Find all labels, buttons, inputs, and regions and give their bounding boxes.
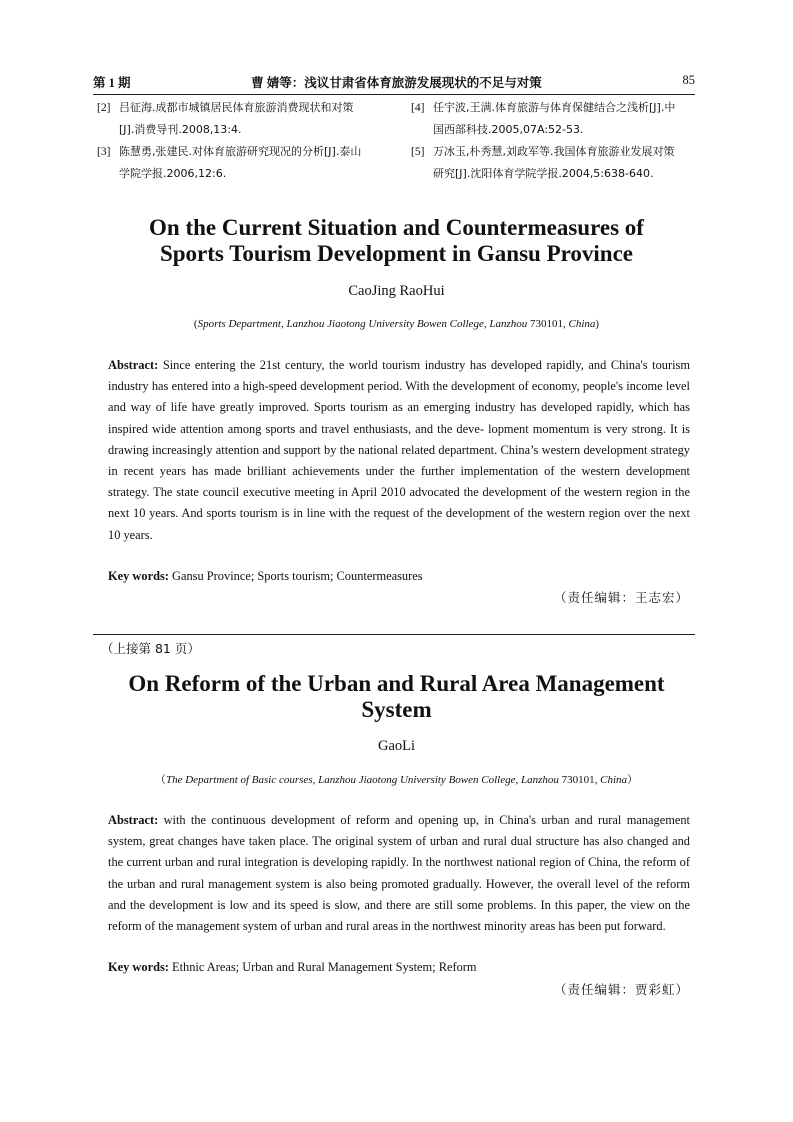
reference-number: [5]: [411, 146, 425, 158]
article-affiliation: (Sports Department, Lanzhou Jiaotong University Bowen College, Lanzhou 730101, China): [193, 318, 600, 330]
reference-continuation: 研究[J].沈阳体育学院学报.2004,5:638-640.: [433, 167, 654, 180]
running-header-title: 曹 婧等：浅议甘肃省体育旅游发展现状的不足与对策: [251, 76, 542, 90]
article-affiliation: （The Department of Basic courses, Lanzhou Jiaotong University Bowen College, Lanzhou 730101, China）: [154, 774, 639, 786]
reference-text: 任宇波,王满.体育旅游与体育保健结合之浅析[J].中: [433, 101, 676, 114]
reference-number: [3]: [97, 146, 111, 158]
header-rule: [93, 94, 695, 95]
section-divider: [93, 634, 695, 635]
reference-text: 陈慧勇,张建民.对体育旅游研究现况的分析[J].泰山: [119, 145, 362, 158]
reference-item: [97, 97, 354, 119]
reference-item: [411, 97, 675, 119]
running-header-issue: 第 1 期: [93, 76, 131, 90]
article-title: On Reform of the Urban and Rural Area Management System: [128, 671, 665, 722]
reference-item: [411, 141, 675, 163]
article-authors: CaoJing RaoHui: [348, 283, 445, 299]
article-title: On the Current Situation and Countermeasures of Sports Tourism Development in Gansu Province: [149, 215, 644, 266]
reference-number: [4]: [411, 102, 425, 114]
responsible-editor: （责任编辑：王志宏）: [553, 590, 689, 605]
reference-text: 吕征海.成都市城镇居民体育旅游消费现状和对策: [119, 101, 354, 114]
abstract-text: with the continuous development of reform and opening up, in China's urban and rural management system, great changes have taken place. The original system of urban and rural dual structure has also changed and the current urban and rural integration is developing rapidly. In the northwest national region of China, the reform of the urban and rural management system is also being promoted gradually. However, the overall level of the reform and the development is low and its speed is slow, and there are still some problems. In this paper, the view on the reform of the management system of urban and rural areas in the northwest minority areas has been put forward.: [108, 813, 690, 934]
article-keywords: [108, 960, 690, 975]
keywords-label: Key words:: [108, 569, 169, 583]
abstract-label: Abstract:: [108, 813, 159, 827]
article-authors: GaoLi: [377, 738, 416, 754]
keywords-text: Gansu Province; Sports tourism; Countermeasures: [172, 569, 423, 583]
continuation-note: （上接第 81 页）: [101, 641, 200, 656]
reference-continuation: 学院学报.2006,12:6.: [119, 167, 227, 180]
article-keywords: [108, 569, 690, 584]
reference-text: 万冰玉,朴秀慧,刘政军等.我国体育旅游业发展对策: [433, 145, 675, 158]
keywords-text: Ethnic Areas; Urban and Rural Management System; Reform: [172, 960, 477, 974]
page-number: 85: [682, 73, 695, 87]
reference-item: [97, 141, 361, 163]
responsible-editor: （责任编辑：贾彩虹）: [553, 982, 689, 997]
keywords-label: Key words:: [108, 960, 169, 974]
article-abstract: [108, 810, 690, 937]
reference-continuation: [J].消费导刊.2008,13:4.: [119, 123, 242, 136]
reference-continuation: 国西部科技.2005,07A:52-53.: [433, 123, 584, 136]
reference-number: [2]: [97, 102, 111, 114]
article-abstract: [108, 355, 690, 546]
abstract-text: Since entering the 21st century, the world tourism industry has developed rapidly, and China's tourism industry has entered into a high-speed development period. With the development of economy, people's income level and way of life have greatly improved. Sports tourism as an emerging industry has developed rapidly, which has inspired wide attention among sports and travel enthusiasts, and the deve- lopment momentum is very strong. It is drawing increasingly attention and support by the national related department. China’s western development strategy in recent years has made brilliant achievements under the further implementation of the western development strategy. The state council executive meeting in April 2010 advocated the development of the western region in the next 10 years. And sports tourism is in line with the request of the development of the western region over the next 10 years.: [108, 358, 690, 542]
abstract-label: Abstract:: [108, 358, 159, 372]
